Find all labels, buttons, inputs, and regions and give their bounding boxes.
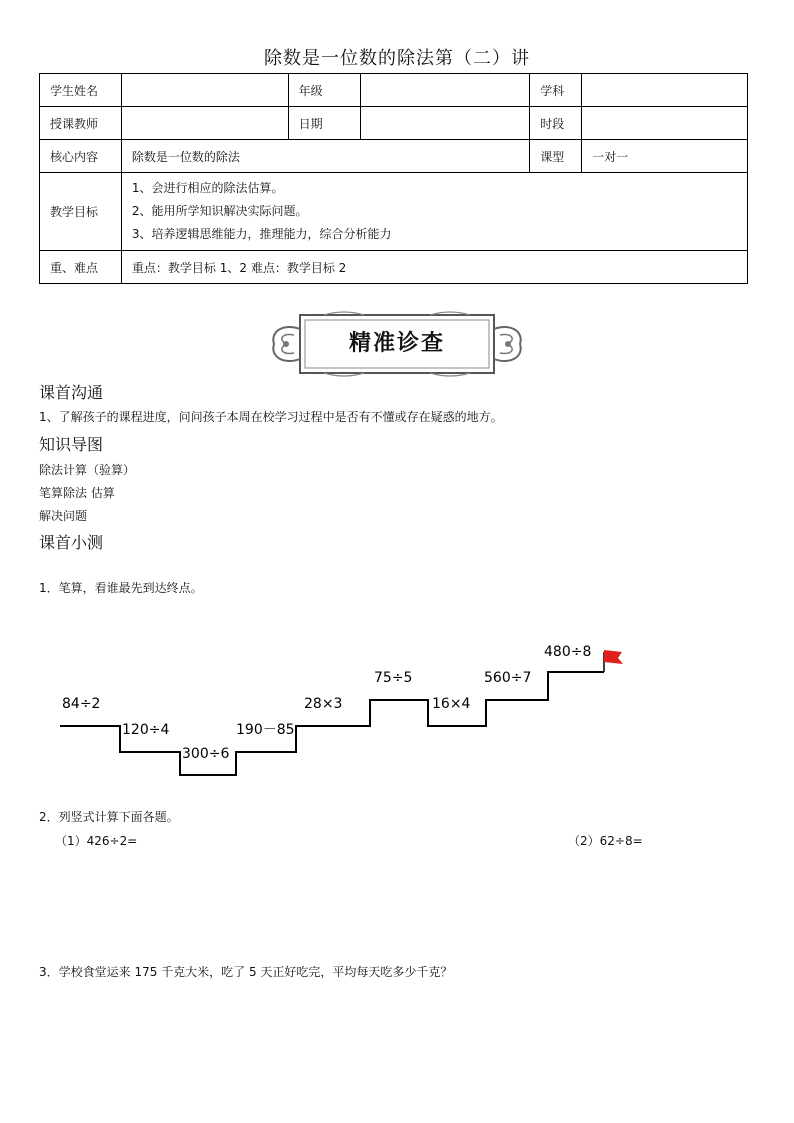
step-expression: 120÷4 — [122, 722, 170, 738]
step-expression: 480÷8 — [544, 644, 592, 660]
teacher-field[interactable] — [121, 107, 288, 140]
period-field[interactable] — [582, 107, 748, 140]
knowledge-map-item: 解决问题 — [39, 509, 88, 523]
period-label: 时段 — [530, 107, 582, 140]
key-points-label: 重、难点 — [40, 251, 122, 284]
step-expression: 300÷6 — [182, 746, 230, 762]
table-row — [40, 74, 748, 107]
table-row — [40, 107, 748, 140]
question-1: 1．笔算，看谁最先到达终点。 — [39, 581, 203, 595]
subject-field[interactable] — [582, 74, 748, 107]
class-type-label: 课型 — [530, 140, 582, 173]
class-type-value: 一对一 — [582, 140, 748, 173]
subject-label: 学科 — [530, 74, 582, 107]
student-name-label: 学生姓名 — [40, 74, 122, 107]
teaching-goal-item: 3、培养逻辑思维能力，推理能力，综合分析能力 — [131, 227, 392, 241]
step-expression: 28×3 — [304, 696, 343, 712]
knowledge-map-item: 除法计算（验算） — [39, 463, 136, 477]
teaching-goals-label: 教学目标 — [40, 173, 122, 251]
staircase-diagram — [48, 632, 638, 792]
table-row — [40, 140, 748, 173]
grade-label: 年级 — [288, 74, 360, 107]
section-heading: 课首小测 — [39, 533, 104, 552]
section-banner — [264, 309, 530, 379]
banner-title: 精准诊查 — [348, 331, 445, 356]
knowledge-map-item: 笔算除法 估算 — [39, 486, 115, 500]
grade-field[interactable] — [360, 74, 530, 107]
section-heading: 课首沟通 — [39, 383, 104, 402]
teaching-goal-item: 2、能用所学知识解决实际问题。 — [131, 204, 308, 218]
date-field[interactable] — [360, 107, 530, 140]
paragraph: 1、了解孩子的课程进度，问问孩子本周在校学习过程中是否有不懂或存在疑惑的地方。 — [39, 410, 503, 424]
step-expression: 84÷2 — [62, 696, 101, 712]
step-expression: 190－85 — [236, 722, 295, 738]
table-row — [40, 251, 748, 284]
step-expression: 560÷7 — [484, 670, 532, 686]
question-3: 3．学校食堂运来 175 千克大米，吃了 5 天正好吃完，平均每天吃多少千克？ — [39, 965, 453, 979]
step-expression: 75÷5 — [374, 670, 413, 686]
student-name-field[interactable] — [121, 74, 288, 107]
step-expression: 16×4 — [432, 696, 471, 712]
lesson-info-table — [39, 73, 748, 284]
teaching-goals-cell — [121, 173, 747, 251]
table-row — [40, 173, 748, 251]
core-content-value: 除数是一位数的除法 — [121, 140, 529, 173]
teaching-goal-item: 1、会进行相应的除法估算。 — [131, 181, 284, 195]
core-content-label: 核心内容 — [40, 140, 122, 173]
question-2a: （1）426÷2= — [55, 834, 138, 848]
teacher-label: 授课教师 — [40, 107, 122, 140]
question-2: 2．列竖式计算下面各题。 — [39, 810, 179, 824]
date-label: 日期 — [288, 107, 360, 140]
section-heading: 知识导图 — [39, 435, 104, 454]
red-flag-icon — [604, 650, 623, 664]
document-title: 除数是一位数的除法第（二）讲 — [264, 48, 530, 69]
key-points-value: 重点：教学目标 1、2 难点：教学目标 2 — [121, 251, 747, 284]
question-2b: （2）62÷8= — [568, 834, 643, 848]
